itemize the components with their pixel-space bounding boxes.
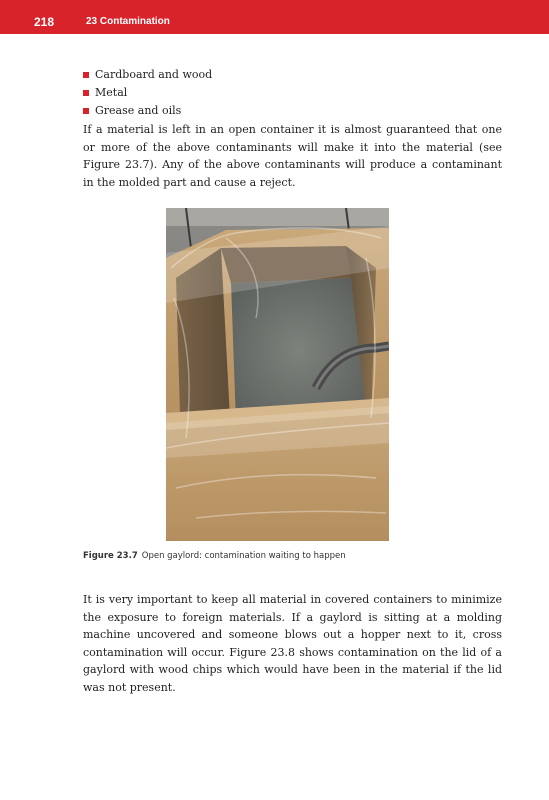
- page-number: 218: [34, 15, 55, 29]
- chapter-title: 23 Contamination: [86, 16, 170, 27]
- square-bullet-icon: [83, 72, 89, 78]
- list-item: Metal: [83, 84, 502, 102]
- figure-label: Figure 23.7: [83, 551, 138, 561]
- square-bullet-icon: [83, 108, 89, 114]
- paragraph-open-container: If a material is left in an open container it is almost guaranteed that one or more of the above contaminants will make it into the material (see Figure 23.7). Any of the above contaminants will produce a contaminant in the molded part and cause a reject.: [83, 123, 502, 189]
- list-item: Grease and oils: [83, 102, 502, 120]
- page-header: [0, 0, 549, 34]
- paragraph-covered-containers: It is very important to keep all material in covered containers to minimize the exposure to foreign materials. If a gaylord is sitting at a molding machine uncovered and someone blows out a hopper next to it, cross contamination will occur. Figure 23.8 shows contamination on the lid of a gaylord with wood chips which would have been in the material if the lid was not present.: [83, 593, 502, 694]
- square-bullet-icon: [83, 90, 89, 96]
- gaylord-photo: [166, 208, 389, 541]
- list-item: Cardboard and wood: [83, 66, 502, 84]
- figure-caption: [83, 551, 346, 561]
- figure-caption-text: Open gaylord: contamination waiting to happen: [141, 551, 346, 561]
- contaminant-list: [83, 66, 502, 120]
